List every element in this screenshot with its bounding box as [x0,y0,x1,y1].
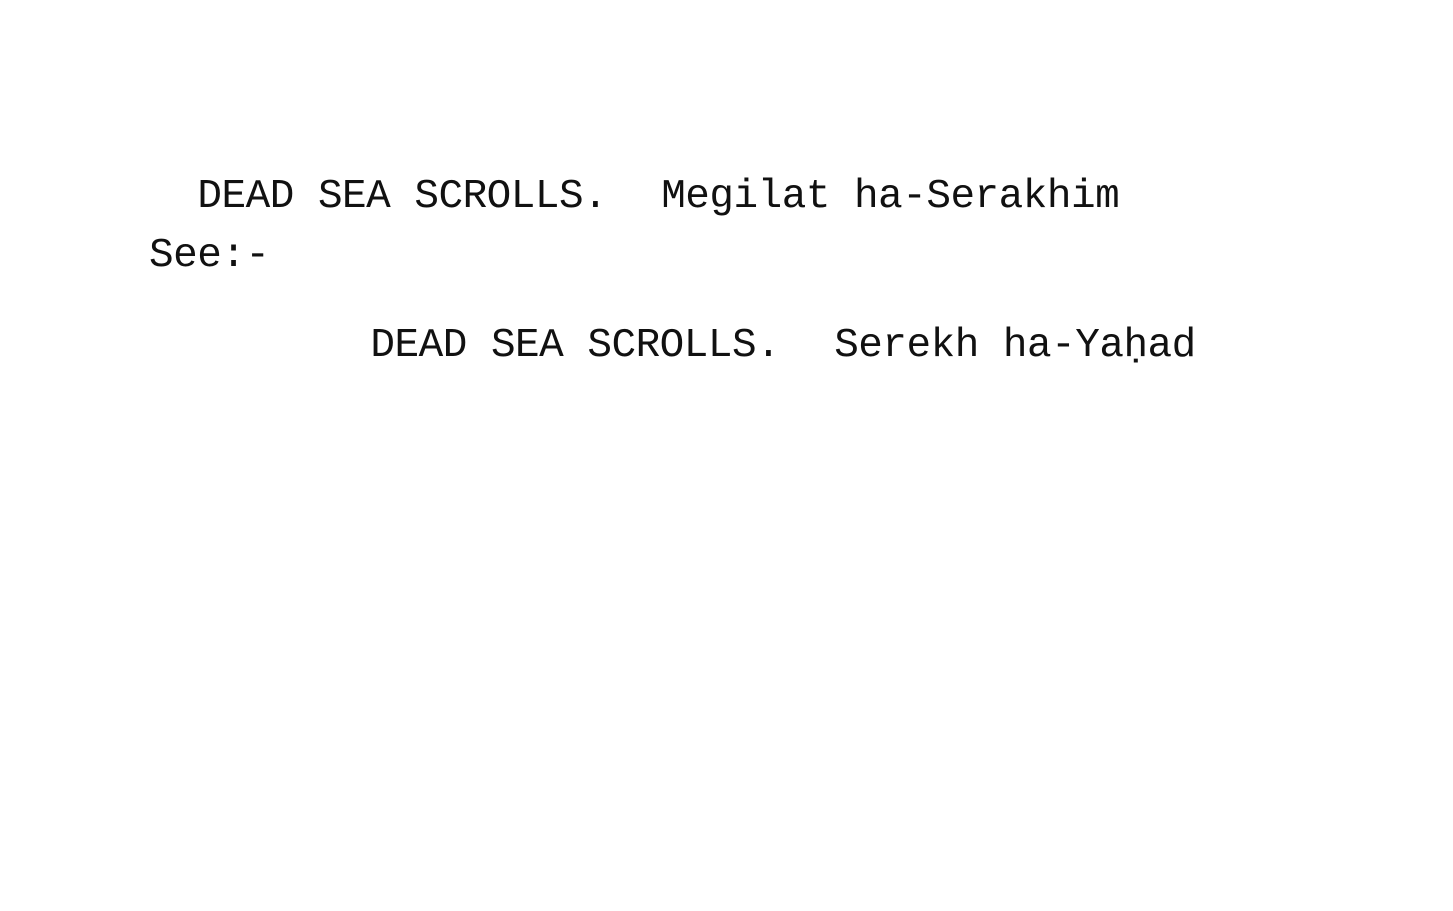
heading-main-entry: DEAD SEA SCROLLS. [197,174,608,220]
heading-title: Megilat ha-Serakhim [661,174,1120,220]
reference-title: Serekh ha-Yaḥad [834,323,1196,369]
see-reference-label: See:- [149,233,270,279]
cross-reference [274,285,1196,408]
reference-main-entry: DEAD SEA SCROLLS. [370,323,781,369]
